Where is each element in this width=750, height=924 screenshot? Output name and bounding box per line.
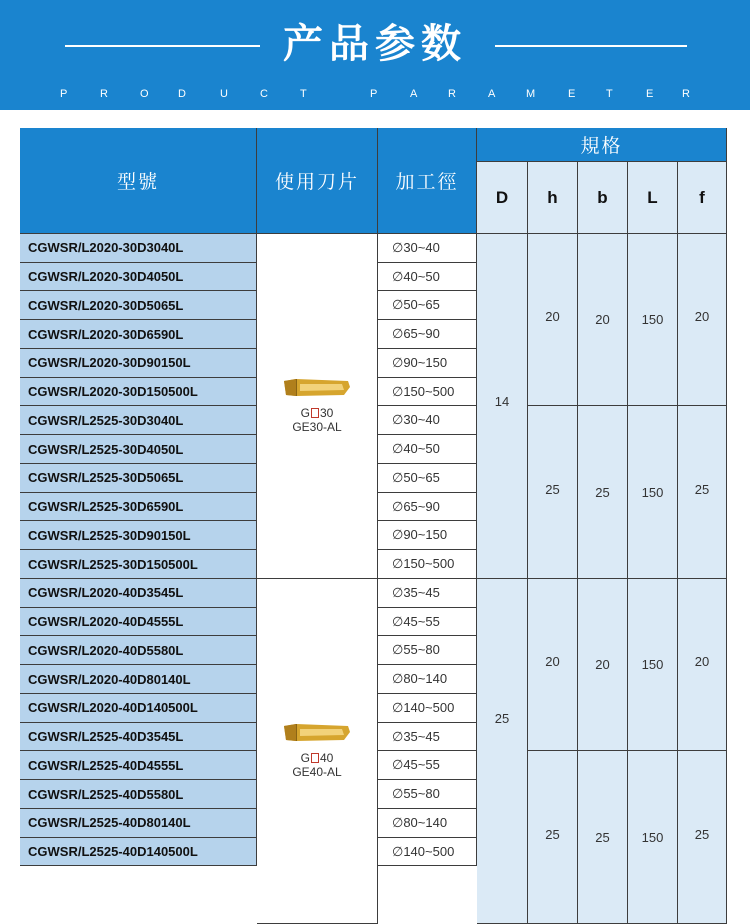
- page-subtitle: [60, 88, 700, 106]
- diameter-cell: ∅80~140: [378, 809, 477, 838]
- spec-h-cell: [528, 751, 578, 923]
- model-cell: CGWSR/L2525-30D150500L: [20, 550, 257, 579]
- diameter-cell: ∅35~45: [378, 579, 477, 608]
- spec-b-cell: [578, 406, 628, 578]
- model-cell: CGWSR/L2020-40D4555L: [20, 608, 257, 637]
- spec-L-cell: [628, 234, 678, 406]
- diameter-cell: ∅50~65: [378, 464, 477, 493]
- spec-D-value: 25: [494, 710, 510, 726]
- subtitle-letter: M: [526, 88, 536, 100]
- model-cell: CGWSR/L2525-30D5065L: [20, 464, 257, 493]
- diameter-cell: ∅45~55: [378, 608, 477, 637]
- diameter-cell: ∅90~150: [378, 349, 477, 378]
- subtitle-letter: A: [488, 88, 496, 100]
- subtitle-letter: E: [646, 88, 654, 100]
- spec-L-cell: [628, 579, 678, 751]
- page-banner: [0, 0, 750, 110]
- spec-h-value: 25: [545, 481, 560, 497]
- spec-f-cell: [678, 579, 727, 751]
- header-spec-L: L: [628, 162, 678, 234]
- spec-L-value: 150: [641, 657, 664, 673]
- spec-b-value: 20: [595, 312, 610, 328]
- model-cell: CGWSR/L2020-30D5065L: [20, 291, 257, 320]
- model-cell: CGWSR/L2020-40D5580L: [20, 636, 257, 665]
- spec-D-cell: [477, 234, 528, 579]
- header-spec-b: b: [578, 162, 628, 234]
- spec-h-cell: [528, 406, 578, 578]
- subtitle-letter: D: [178, 88, 186, 100]
- subtitle-letter: R: [100, 88, 108, 100]
- header-blade: 使用刀片: [257, 128, 378, 234]
- model-cell: CGWSR/L2525-30D6590L: [20, 493, 257, 522]
- blade-cell: [257, 234, 378, 579]
- spec-h-value: 20: [545, 309, 560, 325]
- diameter-cell: ∅30~40: [378, 406, 477, 435]
- spec-L-value: 150: [641, 829, 664, 845]
- diameter-cell: ∅80~140: [378, 665, 477, 694]
- diameter-cell: ∅140~500: [378, 694, 477, 723]
- model-cell: CGWSR/L2525-30D90150L: [20, 521, 257, 550]
- model-cell: CGWSR/L2020-30D6590L: [20, 320, 257, 349]
- subtitle-letter: A: [410, 88, 418, 100]
- insert-icon: [282, 378, 352, 398]
- spec-h-value: 20: [545, 654, 560, 670]
- blade-cell: [257, 579, 378, 924]
- header-spec-f: f: [678, 162, 727, 234]
- spec-b-cell: [578, 579, 628, 751]
- model-cell: CGWSR/L2020-30D3040L: [20, 234, 257, 263]
- model-cell: CGWSR/L2020-30D150500L: [20, 378, 257, 407]
- blade-code-suffix: 40: [319, 750, 334, 765]
- model-cell: CGWSR/L2525-40D3545L: [20, 723, 257, 752]
- diameter-cell: ∅140~500: [378, 838, 477, 867]
- spec-f-value: 25: [694, 481, 710, 497]
- subtitle-letter: P: [370, 88, 378, 100]
- diameter-cell: ∅30~40: [378, 234, 477, 263]
- blade-name: GE40-AL: [292, 764, 342, 779]
- diameter-cell: ∅45~55: [378, 751, 477, 780]
- model-cell: CGWSR/L2525-40D140500L: [20, 838, 257, 867]
- diameter-cell: ∅55~80: [378, 636, 477, 665]
- model-cell: CGWSR/L2020-40D3545L: [20, 579, 257, 608]
- blade-code-suffix: 30: [319, 405, 334, 420]
- spec-L-value: 150: [641, 484, 664, 500]
- spec-b-cell: [578, 751, 628, 923]
- spec-h-value: 25: [545, 826, 560, 842]
- header-spec: 規格: [477, 128, 727, 162]
- page-title: 产品参数: [283, 21, 467, 67]
- model-cell: CGWSR/L2020-30D4050L: [20, 263, 257, 292]
- diameter-cell: ∅55~80: [378, 780, 477, 809]
- subtitle-letter: O: [140, 88, 149, 100]
- model-cell: CGWSR/L2525-30D3040L: [20, 406, 257, 435]
- header-spec-h: h: [528, 162, 578, 234]
- title-rule-right: [495, 45, 687, 47]
- diameter-cell: ∅90~150: [378, 521, 477, 550]
- spec-D-cell: [477, 579, 528, 924]
- subtitle-letter: R: [448, 88, 456, 100]
- subtitle-letter: E: [568, 88, 576, 100]
- spec-h-cell: [528, 234, 578, 406]
- diameter-cell: ∅35~45: [378, 723, 477, 752]
- header-model: 型號: [20, 128, 257, 234]
- subtitle-letter: P: [60, 88, 68, 100]
- diameter-cell: ∅65~90: [378, 320, 477, 349]
- spec-b-value: 25: [595, 829, 610, 845]
- subtitle-letter: T: [300, 88, 307, 100]
- model-cell: CGWSR/L2525-40D4555L: [20, 751, 257, 780]
- header-diameter: 加工徑: [378, 128, 477, 234]
- spec-L-value: 150: [641, 312, 664, 328]
- spec-h-cell: [528, 579, 578, 751]
- spec-f-cell: [678, 751, 727, 923]
- model-cell: CGWSR/L2525-40D5580L: [20, 780, 257, 809]
- spec-b-cell: [578, 234, 628, 406]
- spec-b-value: 25: [595, 484, 610, 500]
- model-cell: CGWSR/L2020-40D80140L: [20, 665, 257, 694]
- model-cell: CGWSR/L2525-30D4050L: [20, 435, 257, 464]
- subtitle-letter: C: [260, 88, 268, 100]
- spec-D-value: 14: [494, 394, 510, 409]
- placeholder-square-icon: [311, 753, 319, 763]
- diameter-cell: ∅50~65: [378, 291, 477, 320]
- spec-f-cell: [678, 234, 727, 406]
- blade-name: GE30-AL: [292, 419, 342, 434]
- spec-L-cell: [628, 406, 678, 578]
- blade-code-prefix: G: [300, 750, 310, 765]
- model-cell: CGWSR/L2020-40D140500L: [20, 694, 257, 723]
- spec-f-value: 20: [694, 309, 710, 325]
- insert-icon: [282, 723, 352, 743]
- diameter-cell: ∅40~50: [378, 435, 477, 464]
- subtitle-letter: T: [606, 88, 613, 100]
- model-cell: CGWSR/L2525-40D80140L: [20, 809, 257, 838]
- spec-f-cell: [678, 406, 727, 578]
- diameter-cell: ∅65~90: [378, 493, 477, 522]
- spec-f-value: 25: [694, 826, 710, 842]
- blade-code: [301, 406, 334, 420]
- diameter-cell: ∅150~500: [378, 550, 477, 579]
- spec-b-value: 20: [595, 657, 610, 673]
- blade-code-prefix: G: [300, 405, 310, 420]
- spec-L-cell: [628, 751, 678, 923]
- subtitle-letter: R: [682, 88, 690, 100]
- placeholder-square-icon: [311, 408, 319, 418]
- subtitle-letter: U: [220, 88, 228, 100]
- header-spec-D: D: [477, 162, 528, 234]
- diameter-cell: ∅40~50: [378, 263, 477, 292]
- diameter-cell: ∅150~500: [378, 378, 477, 407]
- spec-f-value: 20: [694, 654, 710, 670]
- model-cell: CGWSR/L2020-30D90150L: [20, 349, 257, 378]
- blade-code: [301, 751, 334, 765]
